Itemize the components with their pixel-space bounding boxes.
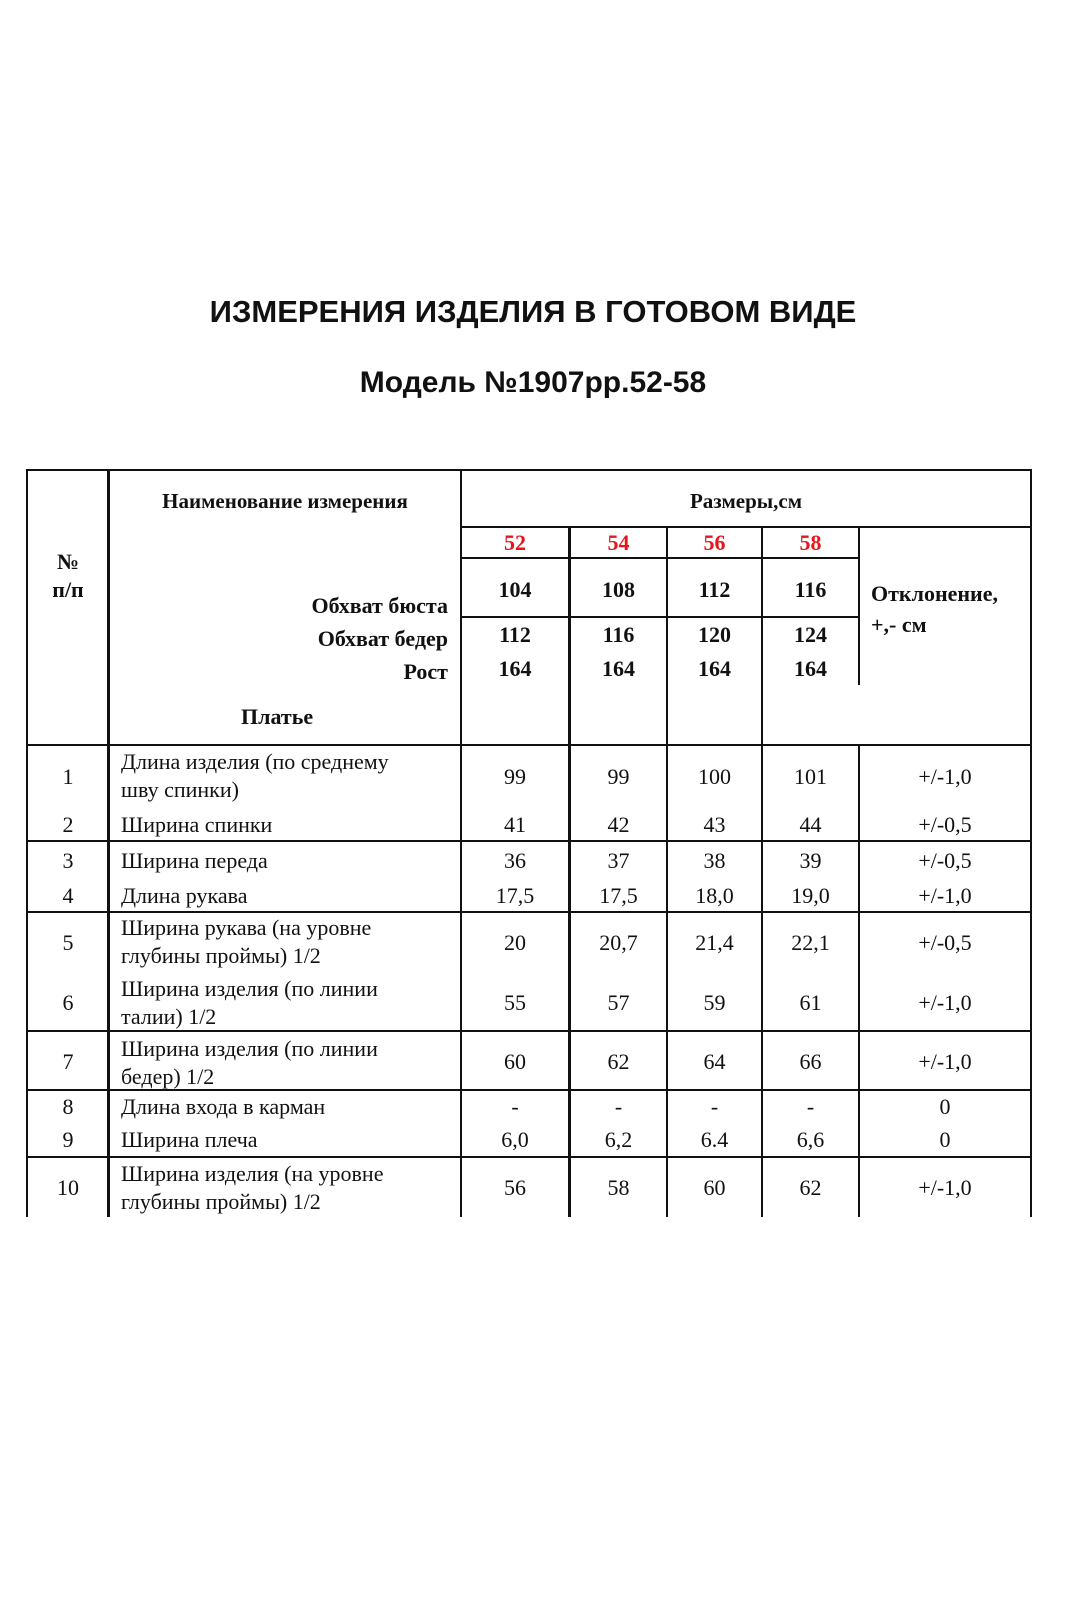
number-sign: № <box>56 549 80 574</box>
size-value: 42 <box>607 812 630 837</box>
size-value: 41 <box>504 812 526 837</box>
deviation-value: +/-0,5 <box>918 848 972 873</box>
size-value: 57 <box>607 990 630 1015</box>
size-value: 17,5 <box>495 883 535 908</box>
size-label: 52 <box>504 530 526 555</box>
size-value: - <box>710 1094 719 1119</box>
deviation-value: +/-1,0 <box>918 1049 972 1074</box>
deviation-value: 0 <box>939 1127 951 1152</box>
row-number: 9 <box>62 1127 74 1152</box>
hips-value: 124 <box>794 622 827 647</box>
row-number: 4 <box>62 883 74 908</box>
bust-value: 116 <box>794 577 827 602</box>
name-column-header: Наименование измерения <box>162 489 408 513</box>
size-value: 99 <box>504 764 526 789</box>
hips-value: 120 <box>698 622 731 647</box>
size-value: - <box>614 1094 623 1119</box>
size-value: 100 <box>698 764 731 789</box>
size-value: 6.4 <box>700 1127 729 1152</box>
deviation-value: +/-0,5 <box>918 812 972 837</box>
size-label: 58 <box>799 530 822 555</box>
deviation-value: +/-1,0 <box>918 990 972 1015</box>
size-value: 43 <box>703 812 726 837</box>
size-value: 37 <box>607 848 630 873</box>
row-divider <box>27 911 1032 913</box>
row-number: 10 <box>57 1175 79 1200</box>
bust-value: 108 <box>602 577 635 602</box>
table-border-top <box>27 469 1032 471</box>
size-value: 60 <box>504 1049 526 1074</box>
size-value: 61 <box>799 990 822 1015</box>
size-value: 21,4 <box>695 930 734 955</box>
param-label-height: Рост <box>403 659 448 684</box>
row-number: 7 <box>62 1049 74 1074</box>
number-column-header <box>28 548 108 604</box>
size-value: 38 <box>703 848 726 873</box>
bust-value: 104 <box>498 577 532 602</box>
measurement-name: Длина рукава <box>121 883 248 908</box>
header-bottom <box>27 744 1032 746</box>
row-number: 5 <box>62 930 74 955</box>
param-label-bust: Обхват бюста <box>311 593 448 618</box>
size-value: 64 <box>703 1049 726 1074</box>
size-value: 39 <box>799 848 822 873</box>
size-value: 58 <box>607 1175 630 1200</box>
size-value: 62 <box>607 1049 630 1074</box>
row-number: 6 <box>62 990 74 1015</box>
document-title: ИЗМЕРЕНИЯ ИЗДЕЛИЯ В ГОТОВОМ ВИДЕ <box>209 294 857 329</box>
row-number: 8 <box>62 1094 74 1119</box>
row-divider <box>461 526 1031 528</box>
row-number: 3 <box>62 848 74 873</box>
size-label: 56 <box>703 530 726 555</box>
row-number: 1 <box>62 764 74 789</box>
size-value: 56 <box>504 1175 526 1200</box>
measurement-name-cont: глубины проймы) 1/2 <box>121 1189 321 1214</box>
size-value: 6,0 <box>501 1127 529 1152</box>
size-value: 36 <box>504 848 526 873</box>
size-value: 6,6 <box>796 1127 825 1152</box>
size-value: 101 <box>794 764 827 789</box>
measurement-name: Ширина переда <box>121 848 268 873</box>
size-value: 59 <box>703 990 726 1015</box>
height-value: 164 <box>698 656 731 681</box>
measurement-name-cont: глубины проймы) 1/2 <box>121 943 321 968</box>
size-value: 17,5 <box>599 883 638 908</box>
measurement-name: Ширина спинки <box>121 812 273 837</box>
size-value: 66 <box>799 1049 822 1074</box>
measurement-name-cont: талии) 1/2 <box>121 1004 217 1029</box>
garment-label: Платье <box>241 704 314 729</box>
sizes-header: Размеры,см <box>689 489 803 513</box>
deviation-value: +/-1,0 <box>918 1175 972 1200</box>
row-divider <box>461 557 859 559</box>
measurement-name-cont: бедер) 1/2 <box>121 1064 215 1089</box>
measurement-name: Длина изделия (по среднему <box>121 749 389 774</box>
size-value: 99 <box>607 764 630 789</box>
measurement-name: Ширина изделия (по линии <box>121 976 378 1001</box>
measurement-name: Ширина плеча <box>121 1127 258 1152</box>
size-value: - <box>806 1094 815 1119</box>
deviation-header <box>871 578 998 640</box>
size-value: 19,0 <box>791 883 830 908</box>
hips-value: 116 <box>602 622 635 647</box>
size-value: 20 <box>504 930 526 955</box>
deviation-label: Отклонение, <box>871 581 998 606</box>
size-value: 44 <box>799 812 822 837</box>
row-number: 2 <box>62 812 74 837</box>
size-value: 20,7 <box>599 930 638 955</box>
measurement-name: Ширина рукава (на уровне <box>121 915 372 940</box>
deviation-unit: +,- см <box>871 612 927 637</box>
deviation-value: 0 <box>939 1094 951 1119</box>
deviation-value: +/-1,0 <box>918 764 972 789</box>
size-value: 22,1 <box>791 930 830 955</box>
size-value: 60 <box>703 1175 726 1200</box>
deviation-value: +/-0,5 <box>918 930 972 955</box>
row-divider <box>461 616 859 618</box>
size-value: 18,0 <box>695 883 734 908</box>
measurement-name-cont: шву спинки) <box>121 777 239 802</box>
size-value: 62 <box>799 1175 822 1200</box>
measurement-name: Ширина изделия (по линии <box>121 1036 378 1061</box>
deviation-value: +/-1,0 <box>918 883 972 908</box>
height-value: 164 <box>794 656 827 681</box>
measurement-name: Ширина изделия (на уровне <box>121 1161 384 1186</box>
height-value: 164 <box>602 656 635 681</box>
hips-value: 112 <box>499 622 531 647</box>
size-value: 55 <box>504 990 526 1015</box>
size-value: 6,2 <box>604 1127 633 1152</box>
number-abbrev: п/п <box>52 577 84 602</box>
row-divider <box>27 1156 1032 1158</box>
bust-value: 112 <box>698 577 731 602</box>
size-value: - <box>511 1094 519 1119</box>
param-label-hips: Обхват бедер <box>317 626 448 651</box>
model-subtitle: Модель №1907рр.52-58 <box>359 366 707 399</box>
measurement-name: Длина входа в карман <box>121 1094 326 1119</box>
row-divider <box>27 840 1032 842</box>
height-value: 164 <box>498 656 532 681</box>
size-label: 54 <box>607 530 630 555</box>
param-labels <box>110 589 448 688</box>
